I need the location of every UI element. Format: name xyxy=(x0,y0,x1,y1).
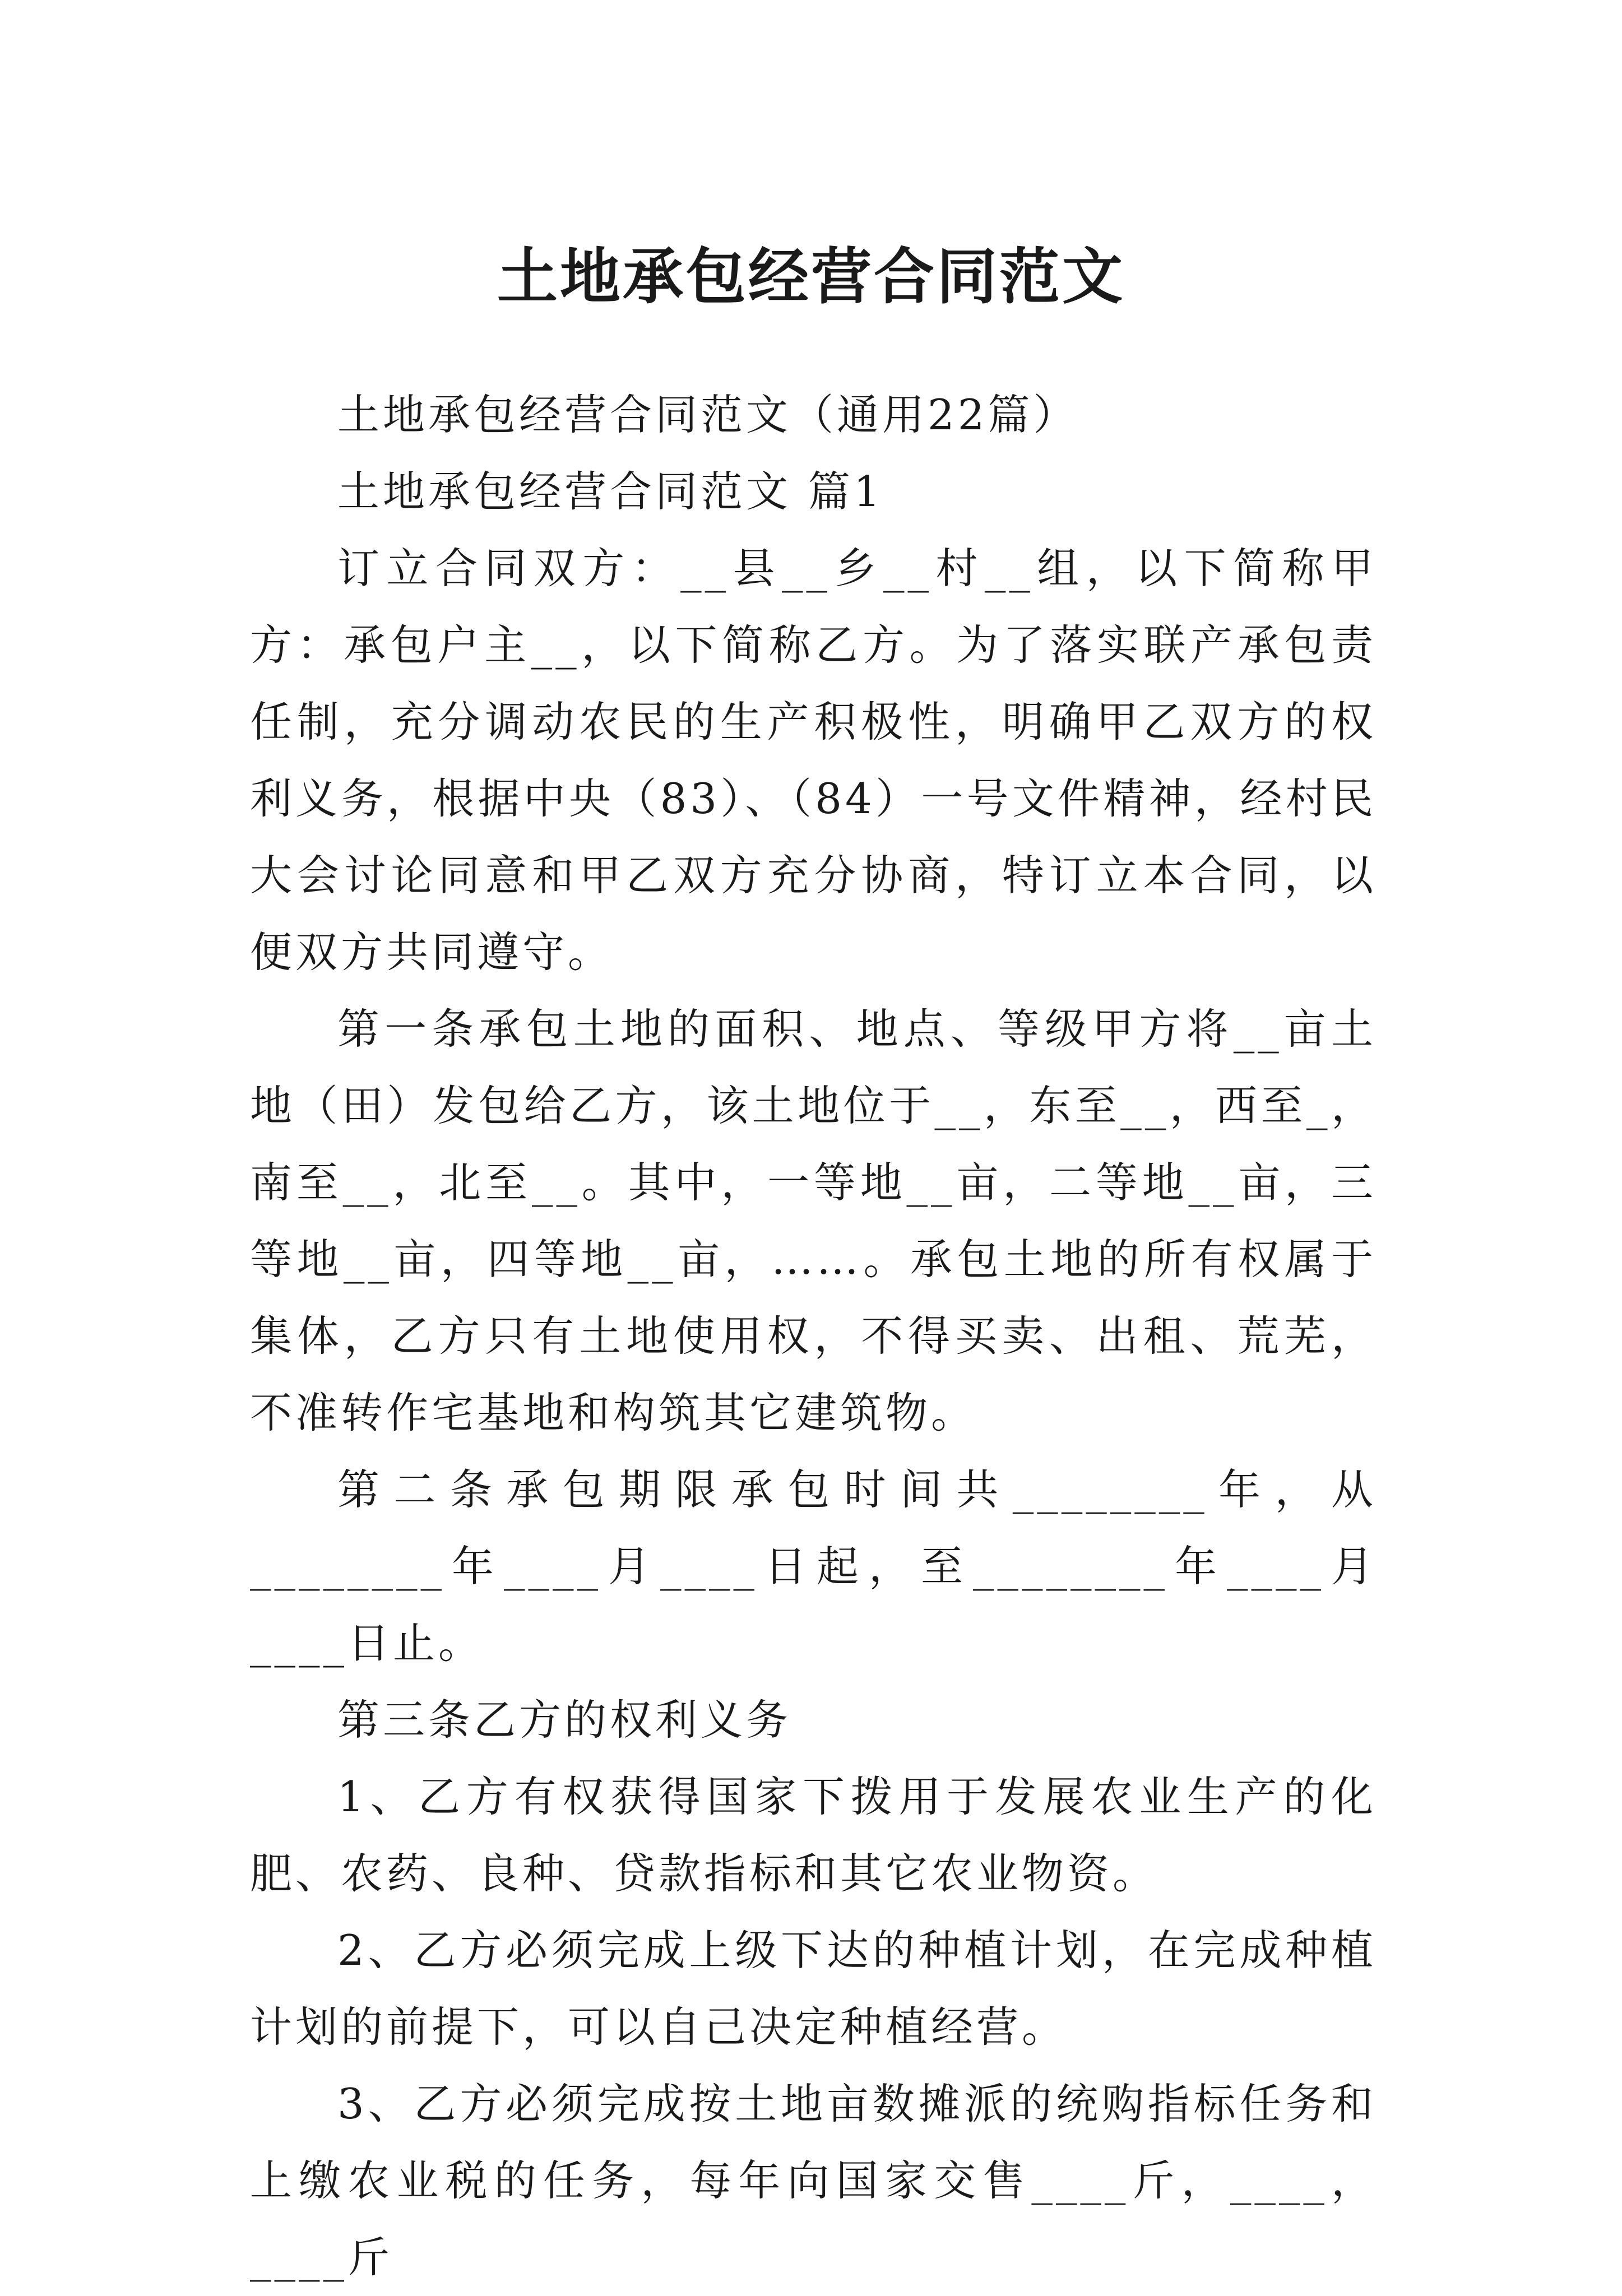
paragraph: 订立合同双方：__县__乡__村__组，以下简称甲方：承包户主__，以下简称乙方。为了落实联产承包责任制，充分调动农民的生产积极性，明确甲乙双方的权利义务，根据中央（83）、（84）一号文件精神，经村民大会讨论同意和甲乙双方充分协商，特订立本合同，以便双方共同遵守。 xyxy=(250,544,1377,977)
document-body xyxy=(250,377,1377,2296)
paragraph: 3、乙方必须完成按土地亩数摊派的统购指标任务和上缴农业税的任务，每年向国家交售____斤，____，____斤 xyxy=(250,2079,1377,2282)
paragraph: 第一条承包土地的面积、地点、等级甲方将__亩土地（田）发包给乙方，该土地位于__，东至__，西至_，南至__，北至__。其中，一等地__亩，二等地__亩，三等地__亩，四等地__亩，……。承包土地的所有权属于集体，乙方只有土地使用权，不得买卖、出租、荒芜，不准转作宅基地和构筑其它建筑物。 xyxy=(250,1004,1377,1437)
paragraph: 第二条承包期限承包时间共________年，从________年____月____日起，至________年____月____日止。 xyxy=(250,1465,1377,1668)
paragraph: 2、乙方必须完成上级下达的种植计划，在完成种植计划的前提下，可以自己决定种植经营。 xyxy=(250,1926,1377,2052)
paragraph: 第三条乙方的权利义务 xyxy=(337,1695,792,1745)
paragraph: 1、乙方有权获得国家下拨用于发展农业生产的化肥、农药、良种、贷款指标和其它农业物资。 xyxy=(250,1772,1377,1898)
document-title: 土地承包经营合同范文 xyxy=(497,242,1125,313)
subtitle-line: 土地承包经营合同范文（通用22篇） xyxy=(337,390,1079,439)
section-heading: 土地承包经营合同范文 篇1 xyxy=(337,467,884,516)
